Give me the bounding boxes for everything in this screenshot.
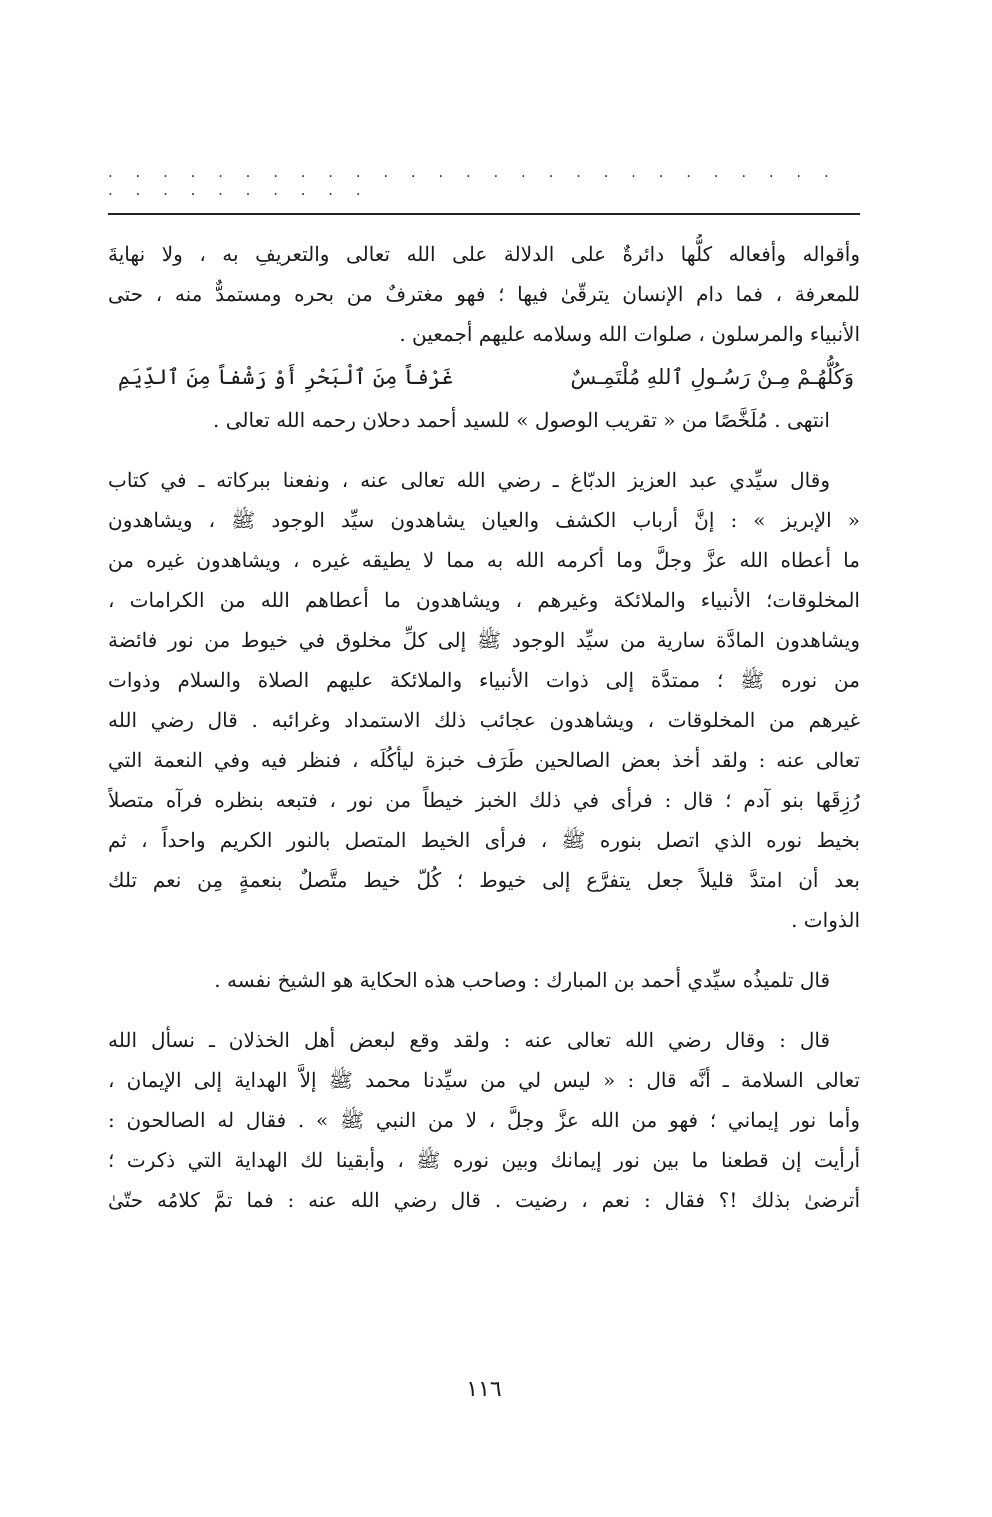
dotted-separator: . . . . . . . . . . . . . . . . . . . . . . . . . . . . . . . . . . . . . bbox=[108, 163, 838, 199]
paragraph-start: قال : وقال رضي الله تعالى عنه : ولقد وقع لبعض أهل الخذلان ـ نسأل الله bbox=[108, 1028, 830, 1052]
document-page bbox=[108, 0, 860, 1517]
attribution-line: انتهى . مُلَخَّصًا من « تقريب الوصول » للسيد أحمد دحلان رحمه الله تعالى . bbox=[213, 408, 830, 432]
text-line: رُزِقَها بنو آدم ؛ قال : فرأى في ذلك الخبز خيطاً من نور ، فتبعه بنظره فرآه متصلاً bbox=[108, 788, 860, 812]
poem-hemistich-left: غَرْفاً مِنَ ٱلْبَحْرِ أَوْ رَشْفاً مِنَ ٱلدِّيَمِ bbox=[118, 365, 454, 389]
text-line: للمعرفة ، فما دام الإنسان يترقّىٰ فيها ؛ فهو مغترفٌ من بحره ومستمدٌّ منه ، حتى bbox=[108, 282, 860, 306]
text-line: وأما نور إيماني ؛ فهو من الله عزَّ وجلَّ ، لا من النبي ﷺ » . فقال له الصالحون : bbox=[108, 1108, 860, 1132]
text-line: الذوات . bbox=[791, 908, 860, 932]
text-line: وأقواله وأفعاله كلُّها دائرةٌ على الدلالة على الله تعالى والتعريفِ به ، ولا نهايةَ bbox=[108, 242, 860, 266]
footnote-rule bbox=[108, 213, 860, 215]
text-line: أترضىٰ بذلك !؟ فقال : نعم ، رضيت . قال رضي الله عنه : فما تمَّ كلامُه حتّىٰ bbox=[108, 1188, 860, 1212]
text-line: تعالى السلامة ـ أنَّه قال : « ليس لي من سيِّدنا محمد ﷺ إلاَّ الهداية إلى الإيمان ، bbox=[108, 1068, 860, 1092]
paragraph-start: قال تلميذُه سيِّدي أحمد بن المبارك : وصاحب هذه الحكاية هو الشيخ نفسه . bbox=[214, 968, 830, 992]
text-line: ويشاهدون المادَّة سارية من سيِّد الوجود ﷺ إلى كلِّ مخلوق في خيوط من نور فائضة bbox=[108, 628, 860, 652]
text-line: الأنبياء والمرسلون ، صلوات الله وسلامه عليهم أجمعين . bbox=[399, 322, 860, 346]
text-line: بعد أن امتدَّ قليلاً جعل يتفرَّع إلى خيوط ؛ كُلّ خيط متَّصلٌ بنعمةٍ مِن نعم تلك bbox=[108, 868, 860, 892]
text-line: المخلوقات؛ الأنبياء والملائكة وغيرهم ، ويشاهدون ما أعطاهم الله من الكرامات ، bbox=[108, 588, 860, 612]
text-line: تعالى عنه : ولقد أخذ بعض الصالحين طَرَف خبزة ليأكُلَه ، فنظر فيه وفي النعمة التي bbox=[108, 748, 860, 772]
poem-verse bbox=[108, 354, 860, 400]
text-line: من نوره ﷺ ؛ ممتدَّة إلى ذوات الأنبياء والملائكة عليهم الصلاة والسلام وذوات bbox=[108, 668, 860, 692]
text-line: « الإبريز » : إنَّ أرباب الكشف والعيان يشاهدون سيِّد الوجود ﷺ ، ويشاهدون bbox=[108, 508, 860, 532]
page-number: ١١٦ bbox=[466, 1377, 502, 1402]
text-line: ما أعطاه الله عزَّ وجلَّ وما أكرمه الله به مما لا يطيقه غيره ، ويشاهدون غيره من bbox=[108, 548, 860, 572]
text-line: بخيط نوره الذي اتصل بنوره ﷺ ، فرأى الخيط المتصل بالنور الكريم واحداً ، ثم bbox=[108, 828, 860, 852]
page-body bbox=[108, 234, 860, 1220]
paragraph-start: وقال سيِّدي عبد العزيز الدبّاغ ـ رضي الله تعالى عنه ، ونفعنا ببركاته ـ في كتاب bbox=[108, 468, 830, 492]
text-line: أرأيت إن قطعنا ما بين نور إيمانك وبين نوره ﷺ ، وأبقينا لك الهداية التي ذكرت ؛ bbox=[108, 1148, 860, 1172]
poem-hemistich-right: وَكُلُّهُـمْ مِـنْ رَسُـولِ ٱللهِ مُلْتَمِـسٌ bbox=[570, 365, 854, 389]
text-line: غيرهم من المخلوقات ، ويشاهدون عجائب ذلك الاستمداد وغرائبه . قال رضي الله bbox=[108, 708, 860, 732]
